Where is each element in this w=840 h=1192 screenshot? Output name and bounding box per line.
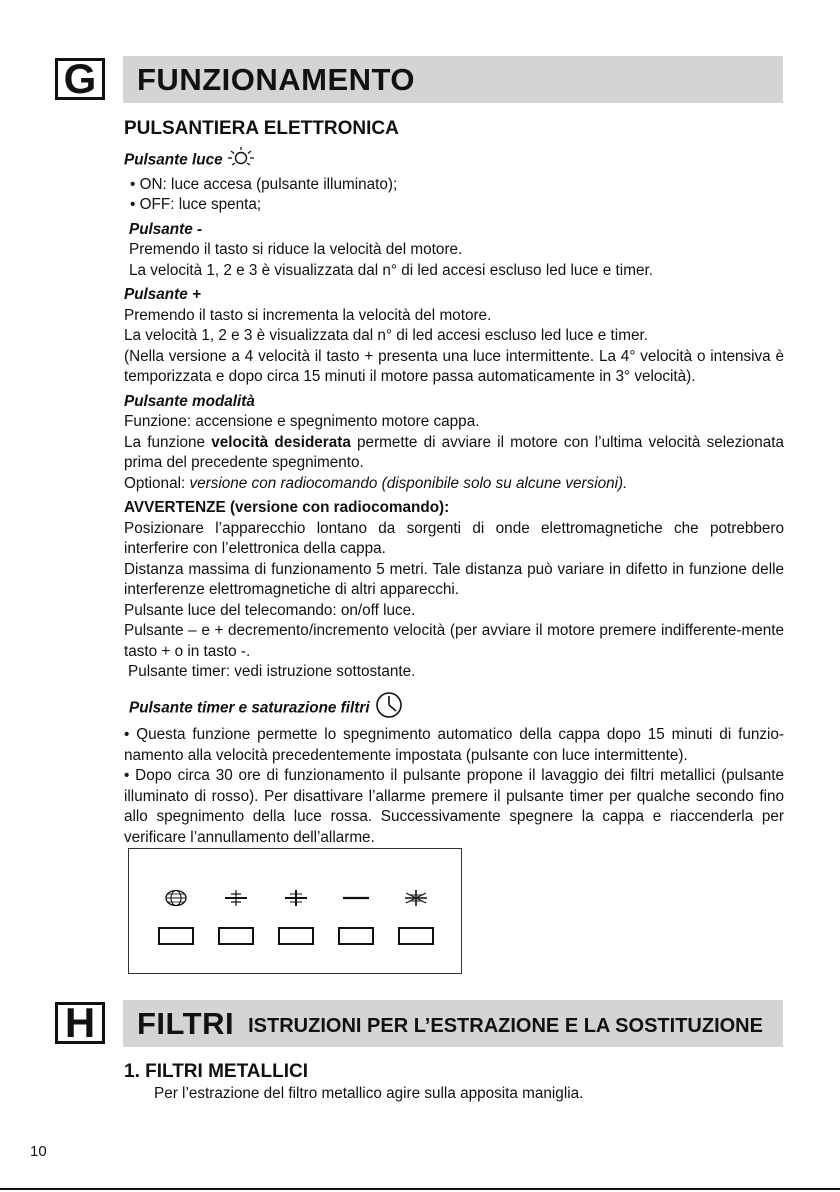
timer-line2: • Dopo circa 30 ore di funzionamento il pulsante propone il lavaggio dei filtri metallici (pulsante illuminato di rosso). Per disattivare l’allarme premere il pulsante timer per qualche secondo fino allo spegnimento della luce rossa. Successivamente spegnere la cappa e riaccenderla per verificare l’annullamento dell’allarme.	[124, 767, 784, 846]
avvertenze-line5: Pulsante timer: vedi istruzione sottostante.	[128, 663, 416, 680]
metal-filters-text: Per l’estrazione del filtro metallico agire sulla apposita maniglia.	[154, 1085, 584, 1102]
plus-button[interactable]	[278, 927, 314, 945]
section-letter-g: G	[55, 58, 105, 100]
piu-label: Pulsante +	[124, 286, 201, 303]
avvertenze-line3: Pulsante luce del telecomando: on/off luce.	[124, 601, 416, 619]
optional-label: Optional:	[124, 474, 190, 492]
keypad-heading: PULSANTIERA ELETTRONICA	[124, 118, 399, 139]
modalita-line2	[124, 433, 784, 474]
timer-line1: • Questa funzione permette lo spegnimento automatico della cappa dopo 15 minuti di funzio-namento alla velocità precedentemente impostata (pulsante con luce intermittente).	[124, 726, 784, 764]
section-h-content	[124, 1060, 784, 1105]
optional-line	[124, 474, 784, 495]
timer-button[interactable]	[398, 927, 434, 945]
section-g-content	[124, 117, 784, 848]
light-led-icon	[163, 889, 189, 907]
control-panel-illustration	[128, 848, 462, 974]
timer-heading	[124, 691, 784, 726]
timer-label: Pulsante timer e saturazione filtri	[129, 698, 370, 716]
clock-icon	[374, 691, 404, 726]
avvertenze-line1: Posizionare l’apparecchio lontano da sorgenti di onde elettromagnetiche che potrebbero interferire con l’elettronica della cappa.	[124, 519, 784, 557]
bottom-rule	[0, 1188, 840, 1190]
light-bulb-icon	[227, 146, 255, 175]
minus-led-icon	[223, 889, 249, 907]
luce-heading	[124, 146, 784, 175]
mode-led-icon	[343, 889, 369, 907]
modalita-label: Pulsante modalità	[124, 392, 255, 410]
section-g-title-bar	[123, 56, 783, 103]
meno-label: Pulsante -	[129, 220, 203, 238]
meno-line1: Premendo il tasto si riduce la velocità del motore.	[129, 241, 463, 258]
section-h-title: FILTRI	[137, 1005, 235, 1041]
timer-led-icon	[403, 889, 429, 907]
metal-filters-heading: 1. FILTRI METALLICI	[124, 1061, 308, 1082]
optional-text: versione con radiocomando (disponibile solo su alcune versioni).	[189, 474, 628, 492]
modalita-line2-post: permette di avviare il motore con l’ultima velocità selezionata prima del precedente spegnimento.	[124, 433, 784, 471]
modalita-line2-pre: La funzione	[124, 433, 212, 451]
page-number: 10	[30, 1143, 47, 1160]
light-button[interactable]	[158, 927, 194, 945]
modalita-line2-bold: velocità desiderata	[211, 433, 351, 451]
meno-line2: La velocità 1, 2 e 3 è visualizzata dal n° di led accesi escluso led luce e timer.	[129, 261, 653, 279]
section-h-subtitle: ISTRUZIONI PER L’ESTRAZIONE E LA SOSTITUZIONE	[248, 1015, 763, 1037]
mode-button[interactable]	[338, 927, 374, 945]
piu-line3: (Nella versione a 4 velocità il tasto + presenta una luce intermittente. La 4° velocità o intensiva è temporizzata e dopo circa 15 minuti il motore passa automaticamente in 3° velocità).	[124, 347, 784, 385]
section-letter-h: H	[55, 1002, 105, 1044]
piu-line2: La velocità 1, 2 e 3 è visualizzata dal n° di led accesi escluso led luce e timer.	[124, 327, 648, 344]
luce-on: • ON: luce accesa (pulsante illuminato);	[130, 175, 398, 193]
avvertenze-line2: Distanza massima di funzionamento 5 metri. Tale distanza può variare in difetto in funzione delle interferenze elettromagnetiche di altri apparecchi.	[124, 560, 784, 598]
plus-led-icon	[283, 889, 309, 907]
minus-button[interactable]	[218, 927, 254, 945]
section-h-title-bar	[123, 1000, 783, 1047]
avvertenze-line4: Pulsante – e + decremento/incremento velocità (per avviare il motore premere indifferente-mente tasto + o in tasto -.	[124, 622, 784, 660]
modalita-line1: Funzione: accensione e spegnimento motore cappa.	[124, 413, 480, 430]
piu-line1: Premendo il tasto si incrementa la velocità del motore.	[124, 306, 492, 324]
luce-label: Pulsante luce	[124, 151, 223, 169]
section-g-title: FUNZIONAMENTO	[137, 61, 416, 97]
luce-off: • OFF: luce spenta;	[130, 196, 262, 213]
avvertenze-label: AVVERTENZE (versione con radiocomando):	[124, 499, 450, 516]
